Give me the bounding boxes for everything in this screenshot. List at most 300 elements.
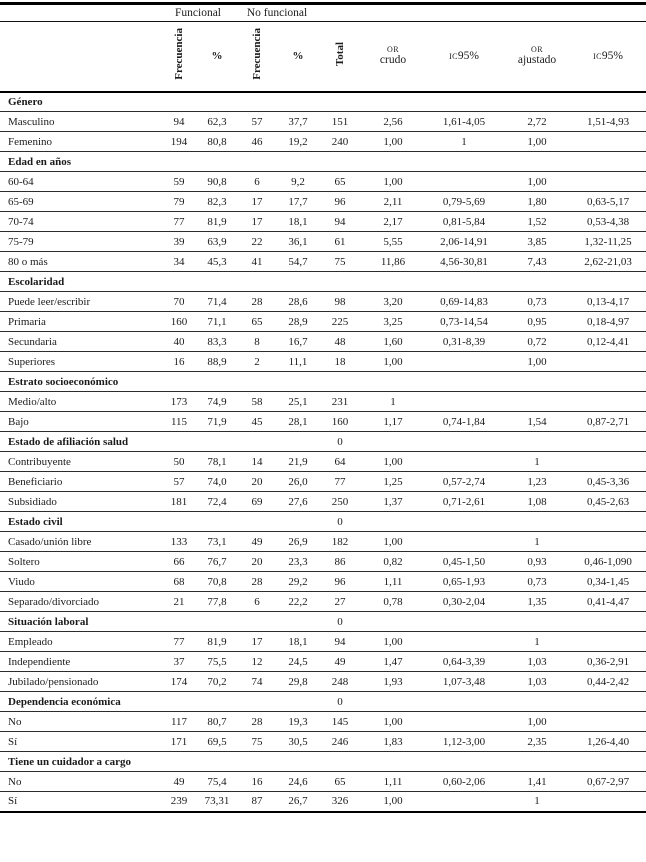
cell-value: 0,18-4,97 [570,312,646,332]
cell-value: 0,57-2,74 [424,472,504,492]
cell-value [424,172,504,192]
cell-value: 0,69-14,83 [424,292,504,312]
cell-value: 57 [160,472,198,492]
cell-value: 0,87-2,71 [570,412,646,432]
cell-value: 1,26-4,40 [570,732,646,752]
row-label: Femenino [0,132,160,152]
section-row [0,692,646,712]
row-label: 60-64 [0,172,160,192]
row-label: Contribuyente [0,452,160,472]
cell-value: 1,00 [504,132,570,152]
cell-value: 1,80 [504,192,570,212]
cell-value: 69,5 [198,732,236,752]
row-label: Sí [0,792,160,812]
cell-value [570,452,646,472]
cell-value: 0,60-2,06 [424,772,504,792]
cell-value: 26,7 [278,792,318,812]
section-total-value [318,272,362,292]
section-total-value [318,152,362,172]
cell-value: 1,03 [504,652,570,672]
cell-value: 24,5 [278,652,318,672]
table-header [0,4,646,92]
cell-value: 24,6 [278,772,318,792]
cell-value: 1 [504,452,570,472]
table-row [0,792,646,812]
cell-value: 1 [504,532,570,552]
table-row [0,572,646,592]
section-row-filler [362,692,646,712]
cell-value: 16 [160,352,198,372]
section-row [0,752,646,772]
cell-value: 1,00 [362,712,424,732]
cell-value: 96 [318,572,362,592]
column-header-pct-no-funcional: % [278,22,318,92]
rotated-header-label: Total [333,41,346,66]
cell-value: 1,00 [504,712,570,732]
cell-value: 28 [236,292,278,312]
cell-value: 21,9 [278,452,318,472]
row-label: Masculino [0,112,160,132]
row-label: No [0,772,160,792]
cell-value: 70 [160,292,198,312]
cell-value: 27 [318,592,362,612]
cell-value: 70,8 [198,572,236,592]
cell-value: 28,1 [278,412,318,432]
cell-value: 326 [318,792,362,812]
cell-value: 17 [236,632,278,652]
cell-value: 48 [318,332,362,352]
cell-value: 0,78 [362,592,424,612]
table-row [0,632,646,652]
cell-value: 1,37 [362,492,424,512]
row-label: Empleado [0,632,160,652]
cell-value: 1,00 [504,172,570,192]
rotated-header-label: Frecuencia [250,27,263,80]
cell-value: 117 [160,712,198,732]
cell-value: 1 [424,132,504,152]
cell-value: 86 [318,552,362,572]
cell-value: 17,7 [278,192,318,212]
cell-value: 0,45-1,50 [424,552,504,572]
cell-value: 1,23 [504,472,570,492]
table-row [0,712,646,732]
cell-value: 71,4 [198,292,236,312]
cell-value: 2,72 [504,112,570,132]
row-label: Casado/unión libre [0,532,160,552]
section-title: Tiene un cuidador a cargo [0,752,318,772]
cell-value: 77 [160,632,198,652]
cell-value: 39 [160,232,198,252]
cell-value: 20 [236,552,278,572]
cell-value: 194 [160,132,198,152]
section-title: Estado civil [0,512,318,532]
cell-value: 74 [236,672,278,692]
cell-value: 27,6 [278,492,318,512]
row-label: Secundaria [0,332,160,352]
cell-value: 1,52 [504,212,570,232]
row-label: 65-69 [0,192,160,212]
cell-value: 94 [318,632,362,652]
cell-value: 71,9 [198,412,236,432]
section-row-filler [362,612,646,632]
table-row [0,232,646,252]
cell-value: 16,7 [278,332,318,352]
cell-value: 0,46-1,090 [570,552,646,572]
cell-value: 5,55 [362,232,424,252]
cell-value: 73,1 [198,532,236,552]
table-row [0,732,646,752]
cell-value: 174 [160,672,198,692]
row-label: Superiores [0,352,160,372]
table-row [0,472,646,492]
cell-value: 0,34-1,45 [570,572,646,592]
cell-value: 75 [318,252,362,272]
cell-value: 1,51-4,93 [570,112,646,132]
cell-value: 1,08 [504,492,570,512]
cell-value [570,632,646,652]
table-row [0,112,646,132]
cell-value: 65 [318,172,362,192]
table-row [0,292,646,312]
cell-value: 20 [236,472,278,492]
cell-value: 246 [318,732,362,752]
cell-value: 1 [504,792,570,812]
cell-value: 70,2 [198,672,236,692]
header-spacer [0,4,160,22]
cell-value: 28 [236,572,278,592]
column-header-ic95-crudo [424,22,504,92]
table-row [0,312,646,332]
cell-value: 12 [236,652,278,672]
table-row [0,252,646,272]
section-row-filler [362,372,646,392]
cell-value: 181 [160,492,198,512]
section-total-value: 0 [318,612,362,632]
cell-value [570,132,646,152]
cell-value: 2,17 [362,212,424,232]
cell-value: 1,93 [362,672,424,692]
cell-value: 1,60 [362,332,424,352]
column-header-frecuencia-funcional [160,22,198,92]
cell-value: 29,8 [278,672,318,692]
cell-value: 0,36-2,91 [570,652,646,672]
table-row [0,552,646,572]
cell-value: 0,82 [362,552,424,572]
cell-value: 0,45-2,63 [570,492,646,512]
cell-value: 0,64-3,39 [424,652,504,672]
cell-value: 78,1 [198,452,236,472]
cell-value: 73,31 [198,792,236,812]
section-row-filler [362,512,646,532]
cell-value: 0,31-8,39 [424,332,504,352]
table-row [0,392,646,412]
row-label: Sí [0,732,160,752]
cell-value: 61 [318,232,362,252]
column-header-total [318,22,362,92]
cell-value: 160 [160,312,198,332]
cell-value [570,352,646,372]
cell-value: 90,8 [198,172,236,192]
row-label: Jubilado/pensionado [0,672,160,692]
or-abbrev: OR [387,45,399,55]
cell-value: 1,47 [362,652,424,672]
cell-value: 1,61-4,05 [424,112,504,132]
cell-value: 11,1 [278,352,318,372]
cell-value: 0,44-2,42 [570,672,646,692]
row-label: Medio/alto [0,392,160,412]
cell-value: 28 [236,712,278,732]
cell-value: 250 [318,492,362,512]
cell-value: 1,00 [362,132,424,152]
cell-value: 0,41-4,47 [570,592,646,612]
or-crudo-label: crudo [379,54,407,67]
cell-value: 3,85 [504,232,570,252]
cell-value: 81,9 [198,632,236,652]
cell-value [424,392,504,412]
cell-value: 82,3 [198,192,236,212]
table-row [0,352,646,372]
cell-value: 1,54 [504,412,570,432]
cell-value: 7,43 [504,252,570,272]
cell-value [570,712,646,732]
cell-value: 28,6 [278,292,318,312]
section-total-value: 0 [318,432,362,452]
table-row [0,672,646,692]
cell-value: 81,9 [198,212,236,232]
cell-value: 75 [236,732,278,752]
header-spacer [318,4,646,22]
cell-value: 75,4 [198,772,236,792]
cell-value: 40 [160,332,198,352]
section-total-value [318,92,362,112]
cell-value [424,792,504,812]
header-spacer [0,22,160,92]
table-row [0,652,646,672]
cell-value: 0,79-5,69 [424,192,504,212]
cell-value: 65 [318,772,362,792]
table-body [0,92,646,812]
cell-value [570,792,646,812]
cell-value: 145 [318,712,362,732]
cell-value [424,352,504,372]
cell-value: 19,2 [278,132,318,152]
cell-value: 50 [160,452,198,472]
section-row-filler [362,272,646,292]
cell-value: 115 [160,412,198,432]
row-label: 70-74 [0,212,160,232]
cell-value: 18,1 [278,212,318,232]
cell-value: 80,8 [198,132,236,152]
cell-value: 1 [504,632,570,652]
cell-value: 0,30-2,04 [424,592,504,612]
cell-value: 28,9 [278,312,318,332]
cell-value: 94 [160,112,198,132]
cell-value: 171 [160,732,198,752]
section-title: Edad en años [0,152,318,172]
cell-value: 248 [318,672,362,692]
cell-value: 49 [160,772,198,792]
cell-value: 0,63-5,17 [570,192,646,212]
cell-value: 17 [236,192,278,212]
cell-value: 0,73 [504,292,570,312]
cell-value: 3,20 [362,292,424,312]
cell-value: 26,0 [278,472,318,492]
cell-value: 1,07-3,48 [424,672,504,692]
or-abbrev: OR [531,45,543,55]
section-title: Estrato socioeconómico [0,372,318,392]
results-table [0,2,646,813]
or-ajustado-label: ajustado [517,54,557,67]
cell-value: 1,11 [362,572,424,592]
cell-value: 151 [318,112,362,132]
section-row [0,512,646,532]
cell-value: 1 [362,392,424,412]
section-row-filler [362,92,646,112]
section-row-filler [362,432,646,452]
cell-value: 79 [160,192,198,212]
cell-value: 49 [318,652,362,672]
cell-value: 8 [236,332,278,352]
cell-value: 71,1 [198,312,236,332]
cell-value: 29,2 [278,572,318,592]
cell-value: 17 [236,212,278,232]
table-row [0,452,646,472]
cell-value: 26,9 [278,532,318,552]
cell-value: 160 [318,412,362,432]
section-total-value: 0 [318,512,362,532]
cell-value: 1,83 [362,732,424,752]
cell-value: 1,00 [362,792,424,812]
row-label: Viudo [0,572,160,592]
table-row [0,532,646,552]
cell-value: 0,65-1,93 [424,572,504,592]
cell-value: 46 [236,132,278,152]
cell-value: 1,00 [362,452,424,472]
cell-value: 133 [160,532,198,552]
cell-value: 2,62-21,03 [570,252,646,272]
cell-value: 0,73-14,54 [424,312,504,332]
cell-value: 0,45-3,36 [570,472,646,492]
table-row [0,132,646,152]
cell-value: 34 [160,252,198,272]
cell-value: 18 [318,352,362,372]
cell-value: 1,35 [504,592,570,612]
cell-value: 1,17 [362,412,424,432]
section-row [0,92,646,112]
cell-value: 0,13-4,17 [570,292,646,312]
ic-rest: 95% [457,50,479,63]
cell-value: 23,3 [278,552,318,572]
cell-value: 37 [160,652,198,672]
cell-value: 6 [236,172,278,192]
section-row-filler [362,752,646,772]
section-title: Dependencia económica [0,692,318,712]
row-label: Bajo [0,412,160,432]
cell-value: 11,86 [362,252,424,272]
cell-value: 1,41 [504,772,570,792]
cell-value: 239 [160,792,198,812]
cell-value: 1,00 [504,352,570,372]
cell-value: 2,06-14,91 [424,232,504,252]
section-row [0,272,646,292]
group-header-row [0,4,646,22]
cell-value: 0,93 [504,552,570,572]
cell-value: 77 [318,472,362,492]
cell-value: 2 [236,352,278,372]
row-label: Puede leer/escribir [0,292,160,312]
row-label: 75-79 [0,232,160,252]
cell-value: 0,67-2,97 [570,772,646,792]
column-header-or-crudo [362,22,424,92]
cell-value: 80,7 [198,712,236,732]
section-row [0,432,646,452]
table-row [0,492,646,512]
cell-value: 66 [160,552,198,572]
cell-value: 3,25 [362,312,424,332]
column-header-pct-funcional: % [198,22,236,92]
ic-rest: 95% [601,50,623,63]
cell-value: 22,2 [278,592,318,612]
ic-abbrev: IC [593,52,602,62]
cell-value [570,172,646,192]
cell-value: 14 [236,452,278,472]
cell-value: 45 [236,412,278,432]
cell-value: 16 [236,772,278,792]
section-title: Estado de afiliación salud [0,432,318,452]
cell-value: 74,9 [198,392,236,412]
cell-value: 0,53-4,38 [570,212,646,232]
cell-value: 49 [236,532,278,552]
cell-value: 18,1 [278,632,318,652]
row-label: Separado/divorciado [0,592,160,612]
table-row [0,172,646,192]
cell-value: 0,12-4,41 [570,332,646,352]
column-header-ic95-ajustado [570,22,646,92]
cell-value: 22 [236,232,278,252]
cell-value: 0,71-2,61 [424,492,504,512]
cell-value [424,452,504,472]
cell-value: 2,35 [504,732,570,752]
cell-value: 9,2 [278,172,318,192]
cell-value [570,392,646,412]
row-label: 80 o más [0,252,160,272]
cell-value [424,532,504,552]
cell-value: 74,0 [198,472,236,492]
section-row [0,152,646,172]
cell-value: 1,11 [362,772,424,792]
section-total-value: 0 [318,692,362,712]
cell-value: 59 [160,172,198,192]
section-title: Situación laboral [0,612,318,632]
row-label: Beneficiario [0,472,160,492]
table-row [0,212,646,232]
cell-value: 2,11 [362,192,424,212]
cell-value: 63,9 [198,232,236,252]
section-total-value [318,752,362,772]
cell-value: 69 [236,492,278,512]
cell-value: 37,7 [278,112,318,132]
cell-value: 72,4 [198,492,236,512]
cell-value [570,532,646,552]
cell-value: 21 [160,592,198,612]
cell-value: 76,7 [198,552,236,572]
cell-value: 45,3 [198,252,236,272]
cell-value: 83,3 [198,332,236,352]
cell-value: 62,3 [198,112,236,132]
cell-value: 41 [236,252,278,272]
cell-value: 231 [318,392,362,412]
section-row [0,612,646,632]
